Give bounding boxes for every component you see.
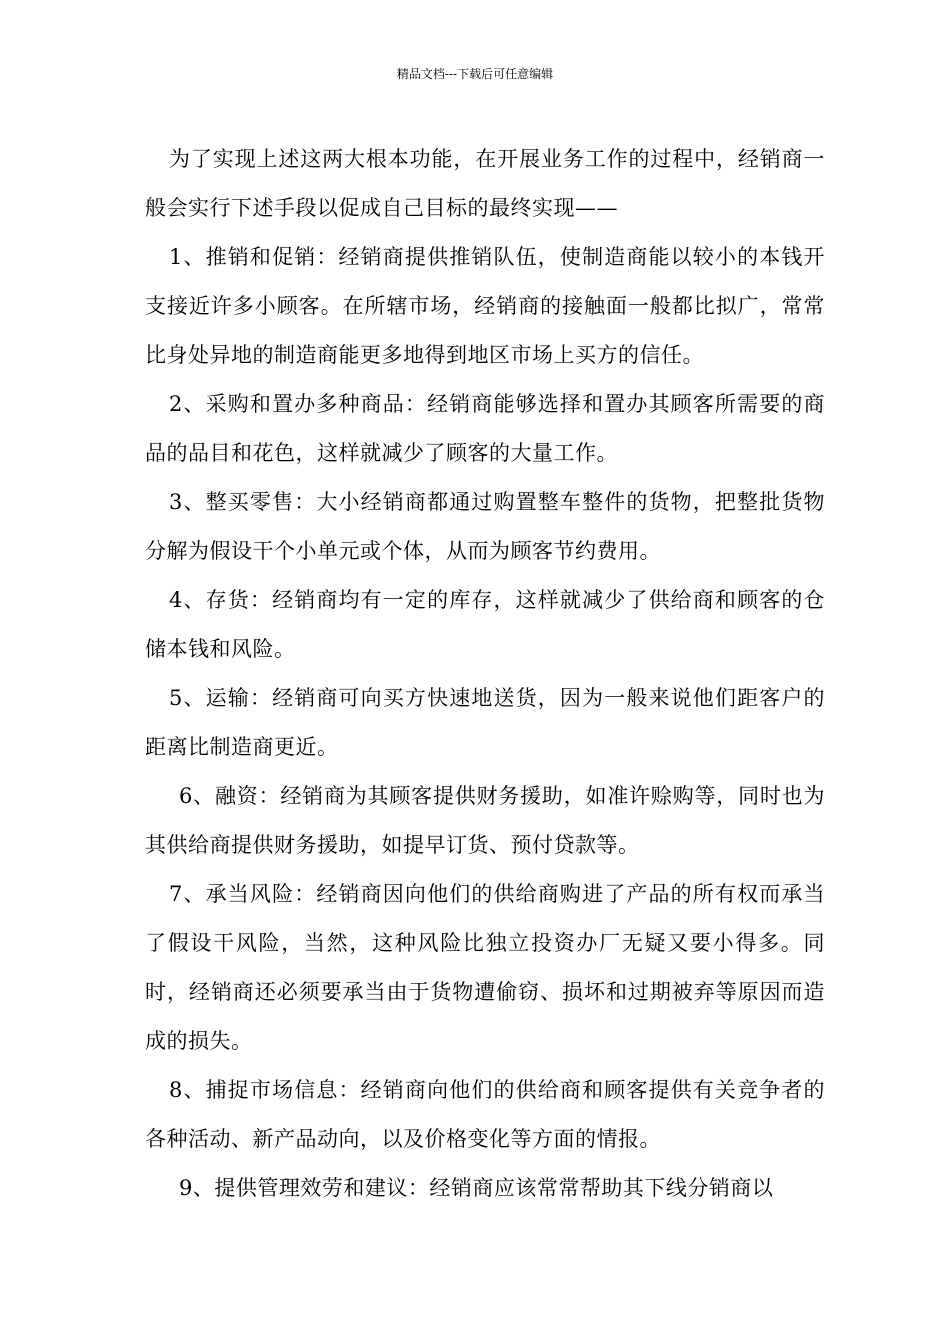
paragraph-item-1: 1、推销和促销：经销商提供推销队伍，使制造商能以较小的本钱开支接近许多小顾客。在所辖市场，经销商的接触面一般都比拟广，常常比身处异地的制造商能更多地得到地区市场上买方的信任。 <box>145 245 825 367</box>
paragraph-item-3: 3、整买零售：大小经销商都通过购置整车整件的货物，把整批货物分解为假设干个小单元或个体，从而为顾客节约费用。 <box>145 490 825 563</box>
paragraph-item-4: 4、存货：经销商均有一定的库存，这样就减少了供给商和顾客的仓储本钱和风险。 <box>145 588 825 661</box>
paragraph-item-7: 7、承当风险：经销商因向他们的供给商购进了产品的所有权而承当了假设干风险，当然，这种风险比独立投资办厂无疑又要小得多。同时，经销商还必须要承当由于货物遭偷窃、损坏和过期被弃等原因而造成的损失。 <box>145 882 825 1053</box>
paragraph-item-5: 5、运输：经销商可向买方快速地送货，因为一般来说他们距客户的距离比制造商更近。 <box>145 686 825 759</box>
paragraph-item-9: 9、提供管理效劳和建议：经销商应该常常帮助其下线分销商以 <box>179 1176 774 1200</box>
paragraph-item-6: 6、融资：经销商为其顾客提供财务援助，如准许赊购等，同时也为其供给商提供财务援助，如提早订货、预付贷款等。 <box>145 784 825 857</box>
document-body <box>145 135 825 1213</box>
paragraph-item-8: 8、捕捉市场信息：经销商向他们的供给商和顾客提供有关竞争者的各种活动、新产品动向，以及价格变化等方面的情报。 <box>145 1078 825 1151</box>
page-header: 精品文档---下载后可任意编辑 <box>396 67 554 81</box>
paragraph-intro: 为了实现上述这两大根本功能，在开展业务工作的过程中，经销商一般会实行下述手段以促成自己目标的最终实现—— <box>145 147 825 220</box>
paragraph-item-2: 2、采购和置办多种商品：经销商能够选择和置办其顾客所需要的商品的品目和花色，这样就减少了顾客的大量工作。 <box>145 392 825 465</box>
